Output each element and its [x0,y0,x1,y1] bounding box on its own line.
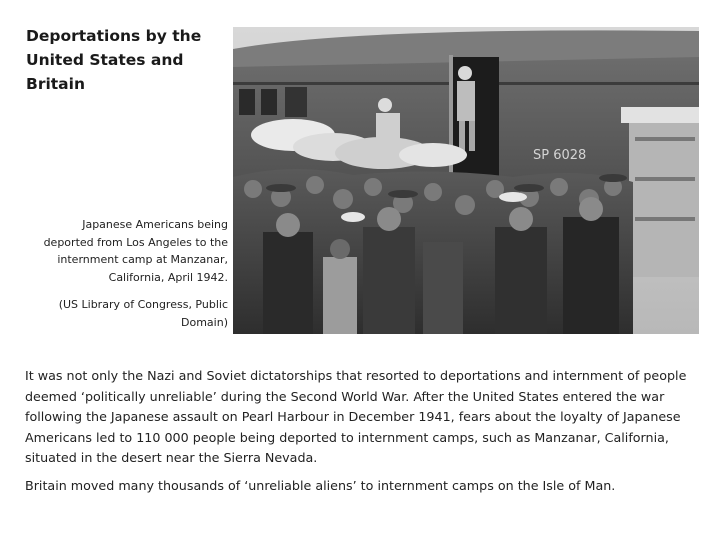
photo-caption-block [40,216,228,332]
photo-caption: Japanese Americans being deported from Los Angeles to the internment camp at Manzanar, California, April 1942. [43,218,228,284]
article-body [25,366,695,503]
historical-photo [233,27,699,334]
photo-illustration [233,27,699,334]
body-paragraph: It was not only the Nazi and Soviet dictatorships that resorted to deportations and internment of people deemed ‘politically unreliable’ during the Second World War. After the United States entered the war following the Japanese assault on Pearl Harbour in December 1941, fears about the loyalty of Japanese Americans led to 110 000 people being deported to internment camps, such as Manzanar, California, situated in the desert near the Sierra Nevada. [25,368,687,465]
car-marking: SP 6028 [533,148,587,163]
photo-credit: (US Library of Congress, Public Domain) [58,298,228,329]
body-paragraph: Britain moved many thousands of ‘unreliable aliens’ to internment camps on the Isle of Man. [25,477,616,493]
page-title: Deportations by the United States and Britain [26,27,202,93]
